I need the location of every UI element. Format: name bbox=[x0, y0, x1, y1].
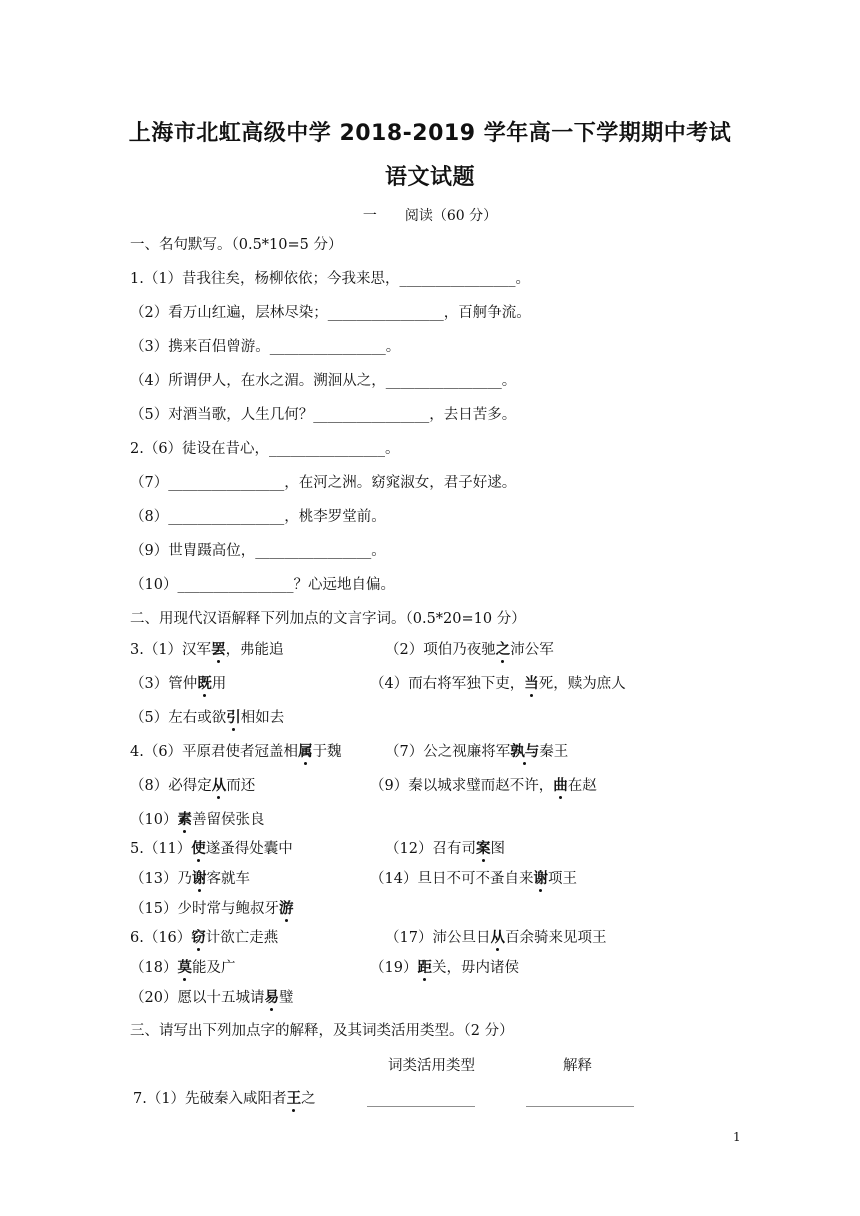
fill-item-8: （8）________________，桃李罗堂前。 bbox=[130, 509, 386, 525]
dotted-char: 窃 bbox=[191, 930, 206, 946]
section-heading: 一 阅读（60 分） bbox=[362, 208, 498, 224]
vocab-item: 4.（6）平原君使者冠盖相属于魏 bbox=[130, 744, 342, 760]
fill-item-5: （5）对酒当歌，人生几何？________________，去日苦多。 bbox=[130, 407, 517, 423]
vocab-item: （14）旦日不可不蚤自来谢项王 bbox=[370, 871, 577, 887]
part2-heading: 二、用现代汉语解释下列加点的文言字词。（0.5*20=10 分） bbox=[130, 611, 526, 627]
vocab-item: （20）愿以十五城请易璧 bbox=[130, 990, 294, 1006]
dotted-char: 案 bbox=[475, 841, 491, 857]
dotted-char: 谢 bbox=[533, 871, 548, 887]
fill-item-4: （4）所谓伊人，在水之湄。溯洄从之，________________。 bbox=[130, 373, 517, 389]
dotted-char: 从 bbox=[211, 778, 227, 794]
vocab-item: （19）距关，毋内诸侯 bbox=[370, 960, 519, 976]
vocab-item: （4）而右将军独下吏，当死，赎为庶人 bbox=[370, 676, 626, 692]
vocab-item: （2）项伯乃夜驰之沛公军 bbox=[385, 642, 554, 658]
column-header-meaning: 解释 bbox=[563, 1058, 592, 1074]
vocab-item: （12）召有司案图 bbox=[385, 841, 505, 857]
fill-item-1: 1.（1）昔我往矣，杨柳依依；今我来思，________________。 bbox=[130, 271, 531, 287]
dotted-char: 谢 bbox=[191, 871, 207, 887]
dotted-char: 易 bbox=[264, 990, 279, 1006]
dotted-char: 之 bbox=[495, 642, 511, 658]
dotted-char: 引 bbox=[226, 710, 241, 726]
vocab-item: 5.（11）使遂蚤得处囊中 bbox=[130, 841, 293, 857]
answer-blank-meaning: __________________ bbox=[526, 1093, 634, 1107]
vocab-item: （13）乃谢客就车 bbox=[130, 871, 250, 887]
dotted-char: 罢 bbox=[211, 642, 226, 658]
dotted-char: 曲 bbox=[553, 778, 568, 794]
fill-item-9: （9）世胄蹑高位，________________。 bbox=[130, 543, 386, 559]
vocab-item: （10）素善留侯张良 bbox=[130, 812, 265, 828]
dotted-char: 王 bbox=[286, 1091, 302, 1107]
vocab-item: （7）公之视廉将军孰与秦王 bbox=[385, 744, 569, 760]
dotted-char: 素 bbox=[177, 812, 192, 828]
dotted-char: 孰与 bbox=[510, 744, 540, 760]
dotted-char: 属 bbox=[298, 744, 313, 760]
doc-title: 上海市北虹高级中学 2018-2019 学年高一下学期期中考试 bbox=[128, 121, 732, 146]
vocab-item: （3）管仲既用 bbox=[130, 676, 227, 692]
fill-item-10: （10）________________？心远地自偏。 bbox=[130, 577, 395, 593]
vocab-item: （18）莫能及广 bbox=[130, 960, 236, 976]
dotted-char: 使 bbox=[191, 841, 206, 857]
vocab-item: （17）沛公旦日从百余骑来见项王 bbox=[385, 930, 607, 946]
vocab-item: （5）左右或欲引相如去 bbox=[130, 710, 285, 726]
item-7: 7.（1）先破秦入咸阳者王之 bbox=[133, 1091, 316, 1107]
vocab-item: 6.（16）窃计欲亡走燕 bbox=[130, 930, 279, 946]
dotted-char: 当 bbox=[524, 676, 539, 692]
fill-item-7: （7）________________，在河之洲。窈窕淑女，君子好逑。 bbox=[130, 475, 517, 491]
dotted-char: 游 bbox=[278, 901, 294, 917]
column-header-type: 词类活用类型 bbox=[388, 1058, 475, 1074]
vocab-item: 3.（1）汉军罢，弗能追 bbox=[130, 642, 284, 658]
dotted-char: 既 bbox=[197, 676, 212, 692]
vocab-item: （15）少时常与鲍叔牙游 bbox=[130, 901, 294, 917]
dotted-char: 从 bbox=[490, 930, 505, 946]
fill-item-2: （2）看万山红遍，层林尽染；________________，百舸争流。 bbox=[130, 305, 531, 321]
dotted-char: 莫 bbox=[177, 960, 192, 976]
part1-heading: 一、名句默写。（0.5*10=5 分） bbox=[130, 237, 343, 253]
page-number: 1 bbox=[733, 1130, 741, 1144]
doc-subtitle: 语文试题 bbox=[384, 165, 475, 190]
fill-item-6: 2.（6）徒设在昔心，________________。 bbox=[130, 441, 400, 457]
fill-item-3: （3）携来百侣曾游。________________。 bbox=[130, 339, 401, 355]
answer-blank-type: __________________ bbox=[367, 1093, 475, 1107]
vocab-item: （8）必得定从而还 bbox=[130, 778, 256, 794]
dotted-char: 距 bbox=[417, 960, 432, 976]
vocab-item: （9）秦以城求璧而赵不许，曲在赵 bbox=[370, 778, 597, 794]
part3-heading: 三、请写出下列加点字的解释，及其词类活用类型。（2 分） bbox=[130, 1023, 514, 1039]
